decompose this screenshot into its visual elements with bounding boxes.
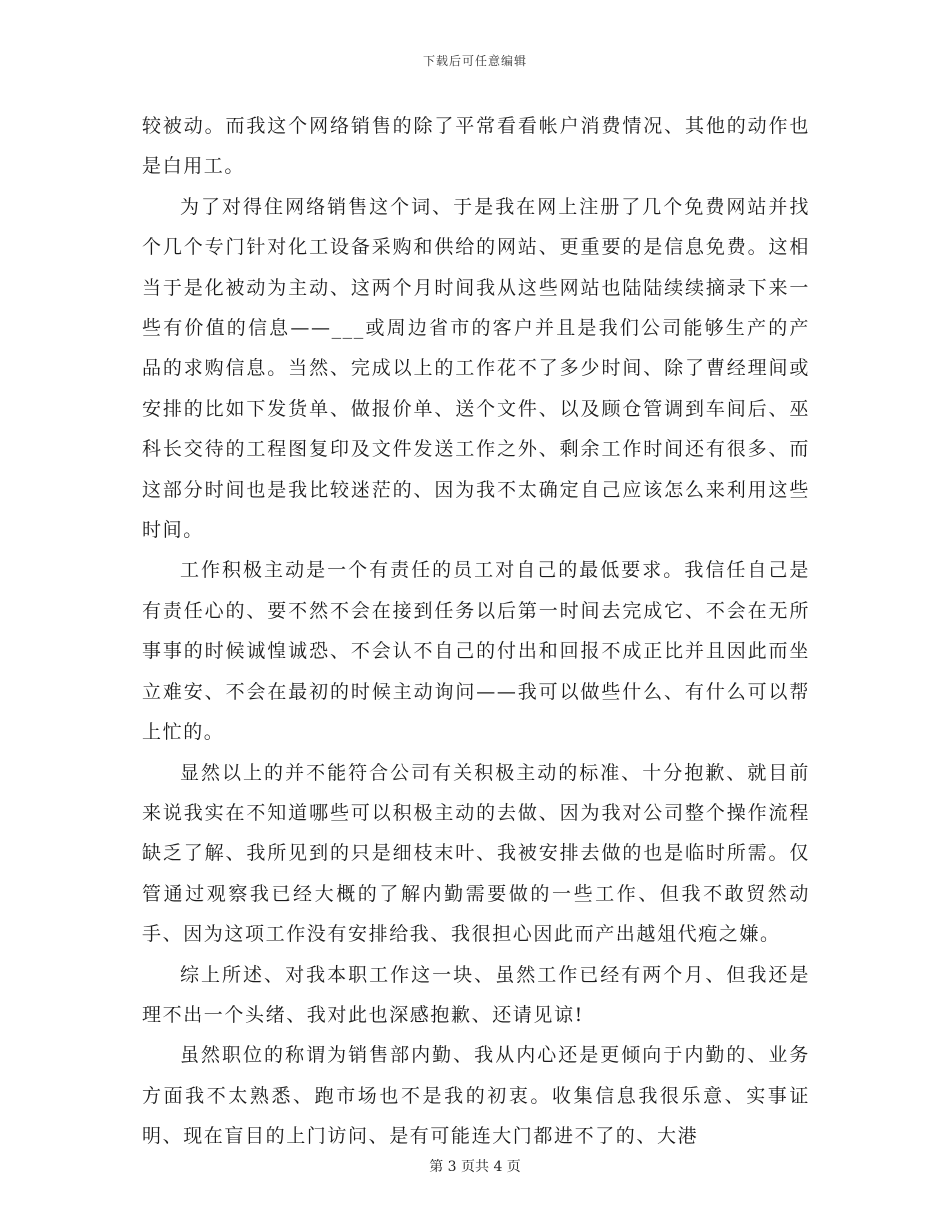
paragraph-continued: 较被动。而我这个网络销售的除了平常看看帐户消费情况、其他的动作也是白用工。 (142, 115, 810, 178)
document-body (142, 106, 810, 1157)
paragraph-registration: 为了对得住网络销售这个词、于是我在网上注册了几个免费网站并找个几个专门针对化工设备采购和供给的网站、更重要的是信息免费。这相当于是化被动为主动、这两个月时间我从这些网站也陆陆续续摘录下来一些有价值的信息——___或周边省市的客户并且是我们公司能够生产的产品的求购信息。当然、完成以上的工作花不了多少时间、除了曹经理间或安排的比如下发货单、做报价单、送个文件、以及顾仓管调到车间后、巫科长交待的工程图复印及文件发送工作之外、剩余工作时间还有很多、而这部分时间也是我比较迷茫的、因为我不太确定自己应该怎么来利用这些时间。 (142, 195, 810, 542)
paragraph-summary: 综上所述、对我本职工作这一块、虽然工作已经有两个月、但我还是理不出一个头绪、我对此也深感抱歉、还请见谅! (142, 963, 810, 1026)
paragraph-initiative: 工作积极主动是一个有责任的员工对自己的最低要求。我信任自己是有责任心的、要不然不会在接到任务以后第一时间去完成它、不会在无所事事的时候诚惶诚恐、不会认不自己的付出和回报不成正比并且因此而坐立难安、不会在最初的时候主动询问——我可以做些什么、有什么可以帮上忙的。 (142, 559, 810, 744)
page-number: 第 3 页共 4 页 (429, 1159, 521, 1175)
paragraph-standards: 显然以上的并不能符合公司有关积极主动的标准、十分抱歉、就目前来说我实在不知道哪些可以积极主动的去做、因为我对公司整个操作流程缺乏了解、我所见到的只是细枝末叶、我被安排去做的也是临时所需。仅管通过观察我已经大概的了解内勤需要做的一些工作、但我不敢贸然动手、因为这项工作没有安排给我、我很担心因此而产出越俎代疱之嫌。 (142, 761, 810, 946)
page-header-note: 下载后可任意编辑 (422, 54, 527, 68)
paragraph-position: 虽然职位的称谓为销售部内勤、我从内心还是更倾向于内勤的、业务方面我不太熟悉、跑市场也不是我的初衷。收集信息我很乐意、实事证明、现在盲目的上门访问、是有可能连大门都进不了的、大港 (142, 1044, 810, 1148)
